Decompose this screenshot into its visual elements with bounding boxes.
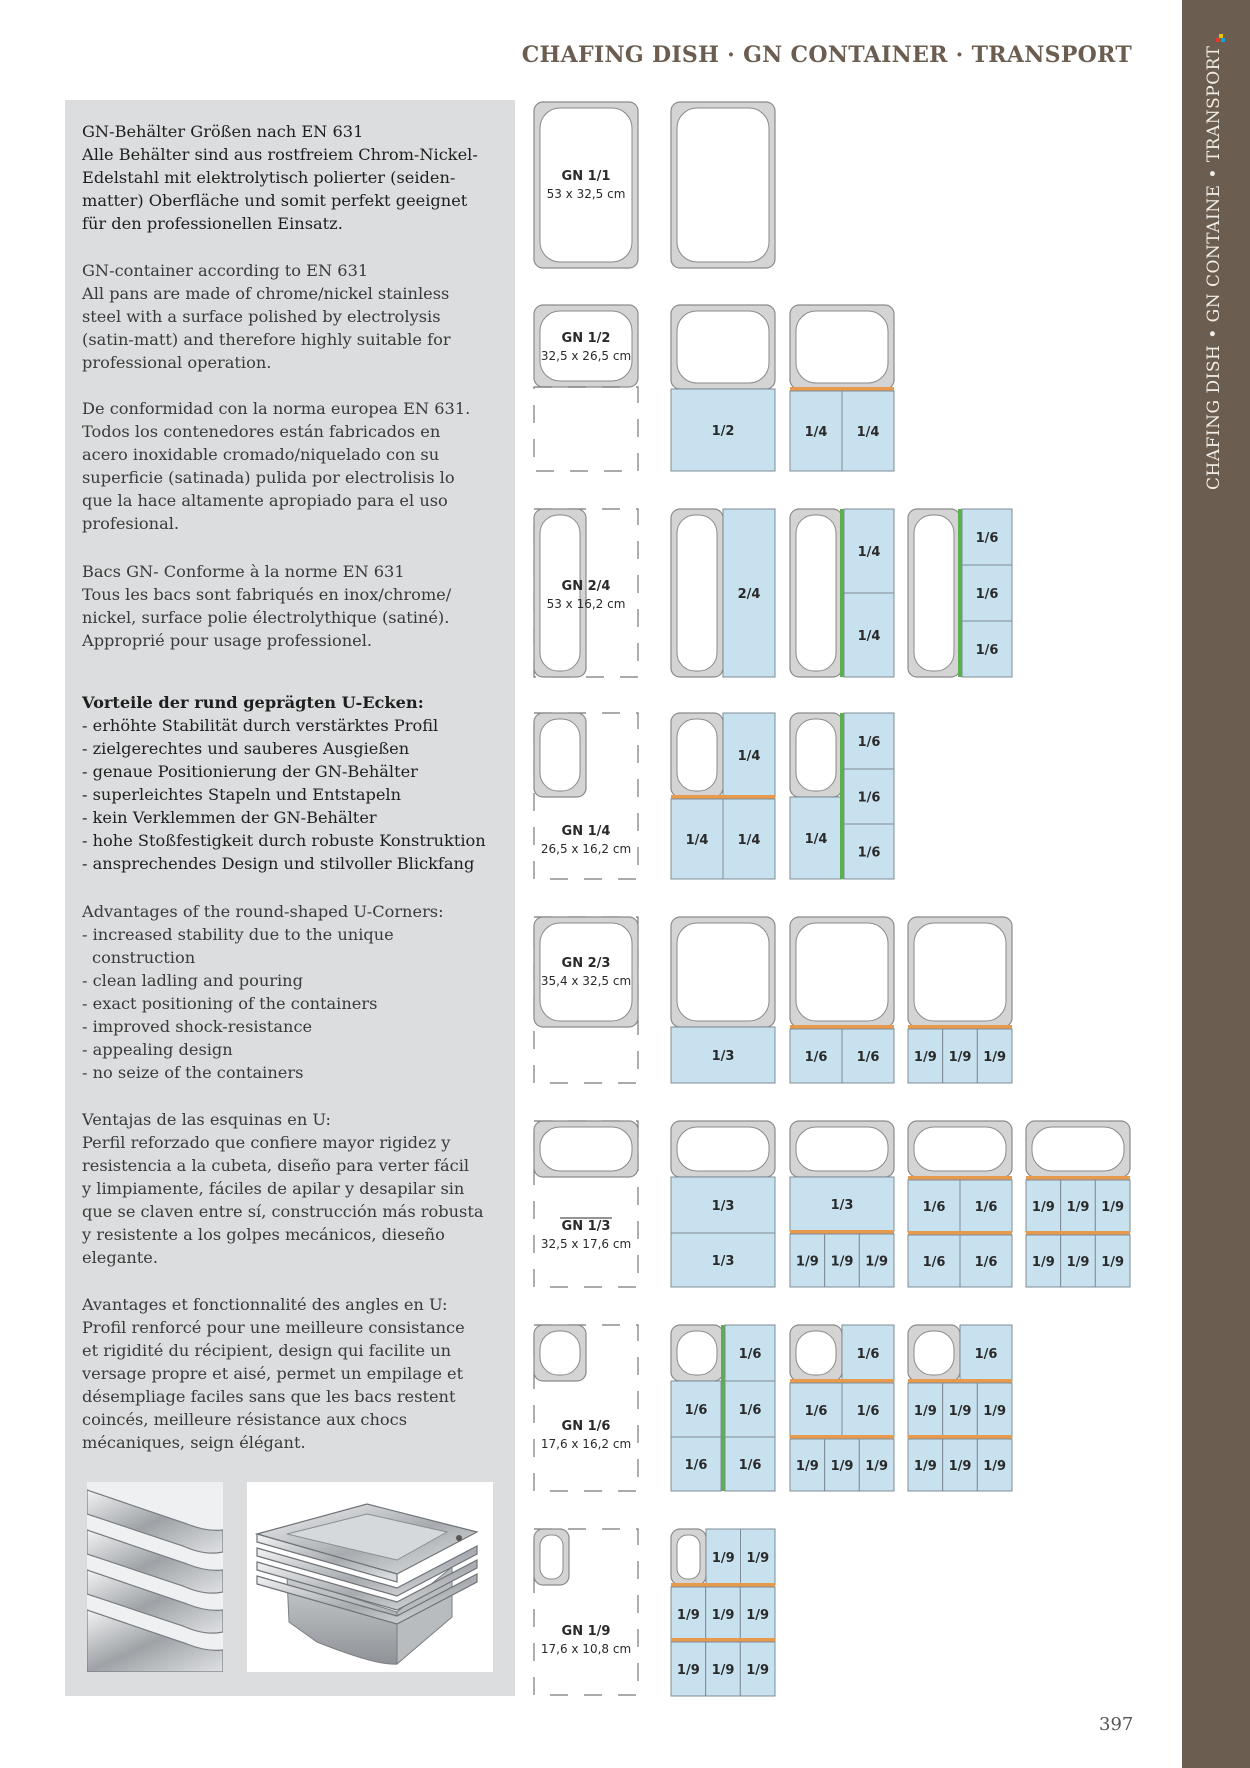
- gn-size-dims: 53 x 16,2 cm: [546, 597, 626, 611]
- page-number: 397: [1099, 1714, 1134, 1735]
- gn-cell-label: 1/9: [913, 1459, 937, 1474]
- paragraph-line: que la hace altamente apropiado para el uso: [82, 491, 448, 510]
- gn-cell-label: 1/6: [804, 1050, 828, 1065]
- orange-divider: [908, 1176, 1012, 1180]
- pan-inner: [540, 923, 632, 1021]
- paragraph-line: versage propre et aisé, permet un empilage et: [82, 1364, 464, 1383]
- gn-cell-label: 1/6: [684, 1403, 708, 1418]
- paragraph-line: profesional.: [82, 514, 180, 533]
- gn-cell-label: 1/9: [676, 1663, 700, 1678]
- gn-cell-label: 1/4: [857, 629, 881, 644]
- orange-divider: [671, 1638, 775, 1642]
- paragraph-line: - exact positioning of the containers: [82, 994, 378, 1013]
- pan-inner: [677, 515, 717, 671]
- paragraph-heading: Avantages et fonctionnalité des angles en U:: [82, 1295, 448, 1314]
- gn-cell-label: 1/3: [711, 1199, 735, 1214]
- pan-inner: [540, 719, 580, 791]
- paragraph-heading: Bacs GN- Conforme à la norme EN 631: [82, 562, 405, 581]
- paragraph-heading: Ventajas de las esquinas en U:: [82, 1110, 331, 1129]
- gn-cell-label: 1/6: [922, 1255, 946, 1270]
- pan-inner: [796, 923, 888, 1021]
- gn-cell-label: 1/4: [804, 425, 828, 440]
- gn-cell-label: 1/6: [856, 1050, 880, 1065]
- paragraph-line: coincés, meilleure résistance aux chocs: [82, 1410, 408, 1429]
- gn-cell-label: 1/4: [804, 832, 828, 847]
- gn-cell-label: 1/9: [948, 1404, 972, 1419]
- paragraph-heading: Vorteile der rund geprägten U-Ecken:: [82, 693, 424, 712]
- paragraph-line: - no seize of the containers: [82, 1063, 304, 1082]
- pan-inner: [914, 1127, 1006, 1171]
- pan-inner: [677, 1127, 769, 1171]
- gn-cell-label: 1/9: [795, 1459, 819, 1474]
- gn-cell-label: 1/9: [676, 1608, 700, 1623]
- paragraph-line: Edelstahl mit elektrolytisch polierter (seiden-: [82, 168, 456, 187]
- gn-size-dims: 17,6 x 16,2 cm: [540, 1437, 632, 1451]
- orange-divider: [908, 1379, 1012, 1383]
- paragraph-line: resistencia a la cubeta, diseño para verter fácil: [82, 1156, 470, 1175]
- paragraph-line: y limpiamente, fáciles de apilar y desapilar sin: [82, 1179, 465, 1198]
- pan-inner: [914, 1331, 954, 1375]
- gn-cell-label: 1/9: [913, 1404, 937, 1419]
- gn-size-dims: 17,6 x 10,8 cm: [540, 1642, 632, 1656]
- paragraph-line: - increased stability due to the unique: [82, 925, 394, 944]
- paragraph-line: - erhöhte Stabilität durch verstärktes Profil: [82, 716, 439, 735]
- gn-cell-label: 1/9: [746, 1608, 770, 1623]
- gn-cell-label: 1/6: [857, 845, 881, 861]
- orange-divider: [790, 1379, 894, 1383]
- paragraph-line: All pans are made of chrome/nickel stainless: [82, 284, 450, 303]
- paragraph-heading: De conformidad con la norma europea EN 631.: [82, 399, 471, 418]
- gn-cell-label: 1/6: [738, 1403, 762, 1418]
- paragraph-line: Alle Behälter sind aus rostfreiem Chrom-Nickel-: [82, 145, 478, 164]
- gn-cell-label: 1/9: [913, 1050, 937, 1065]
- gn11-dashed-outline: [534, 387, 638, 471]
- gn-cell-label: 1/9: [830, 1254, 854, 1270]
- pan-inner: [540, 108, 632, 262]
- gn-size-name: GN 1/2: [561, 331, 611, 346]
- gn-size-name: GN 1/6: [561, 1419, 611, 1434]
- page-title: CHAFING DISH · GN CONTAINER · TRANSPORT: [521, 42, 1132, 68]
- pan-inner: [540, 1331, 580, 1375]
- gn-size-dims: 53 x 32,5 cm: [546, 187, 626, 201]
- paragraph-line: superficie (satinada) pulida por electrolisis lo: [82, 468, 455, 487]
- paragraph-line: - ansprechendes Design und stilvoller Blickfang: [82, 854, 475, 873]
- paragraph-line: steel with a surface polished by electrolysis: [82, 307, 441, 326]
- pan-inner: [677, 108, 769, 262]
- gn-cell-label: 1/9: [865, 1254, 889, 1270]
- gn-cell-label: 1/9: [795, 1254, 819, 1270]
- orange-divider: [671, 795, 775, 799]
- paragraph-line: que se claven entre sí, construcción más robusta: [82, 1202, 484, 1221]
- gn-cell-label: 1/9: [746, 1663, 770, 1678]
- gn-cell-label: 1/6: [804, 1404, 828, 1419]
- pan-inner: [796, 719, 836, 791]
- pan-inner: [677, 311, 769, 383]
- gn-size-dims: 26,5 x 16,2 cm: [540, 842, 632, 856]
- gn-cell-label: 1/4: [737, 749, 761, 764]
- orange-divider: [908, 1025, 1012, 1029]
- gn-cell-label: 1/4: [857, 545, 881, 560]
- pan-inner: [677, 923, 769, 1021]
- paragraph-line: Perfil reforzado que confiere mayor rigidez y: [82, 1133, 451, 1152]
- gn-cell-label: 1/6: [856, 1347, 880, 1362]
- gn-cell-label: 1/9: [830, 1459, 854, 1474]
- paragraph-line: - clean ladling and pouring: [82, 971, 303, 990]
- paragraph-line: (satin-matt) and therefore highly suitable for: [82, 330, 451, 349]
- paragraph-line: Tous les bacs sont fabriqués en inox/chrome/: [82, 585, 452, 604]
- green-divider: [721, 1325, 725, 1491]
- paragraph-line: - zielgerechtes und sauberes Ausgießen: [82, 739, 410, 758]
- gn-cell-label: 1/9: [1031, 1200, 1055, 1215]
- gn-cell-label: 1/6: [738, 1347, 762, 1362]
- paragraph-line: et rigidité du récipient, design qui facilite un: [82, 1341, 452, 1360]
- paragraph-line: - hohe Stoßfestigkeit durch robuste Konstruktion: [82, 831, 486, 850]
- gn-cell-label: 1/4: [685, 833, 709, 848]
- gn-size-name: GN 1/9: [561, 1624, 611, 1639]
- orange-divider: [1026, 1231, 1130, 1235]
- gn-cell-label: 1/9: [1031, 1255, 1055, 1270]
- gn-cell-label: 1/6: [684, 1458, 708, 1473]
- gn-cell-label: 1/9: [983, 1404, 1007, 1419]
- gn-cell-label: 1/6: [856, 1404, 880, 1419]
- gn-cell-label: 1/6: [974, 1347, 998, 1362]
- gn-cell-label: 1/6: [857, 790, 881, 806]
- pan-inner: [796, 1331, 836, 1375]
- paragraph-line: Profil renforcé pour une meilleure consistance: [82, 1318, 465, 1337]
- pan-inner: [1032, 1127, 1124, 1171]
- pan-inner: [796, 311, 888, 383]
- pan-inner: [677, 719, 717, 791]
- paragraph-line: - appealing design: [82, 1040, 233, 1059]
- gn-cell-label: 1/6: [975, 643, 999, 658]
- pan-inner: [540, 1535, 563, 1579]
- gn-cell-label: 1/6: [975, 531, 999, 546]
- paragraph-line: acero inoxidable cromado/niquelado con su: [82, 445, 440, 464]
- paragraph-line: y resistente a los golpes mecánicos, dieseño: [82, 1225, 445, 1244]
- gn-cell-label: 1/9: [1066, 1200, 1090, 1215]
- pan-inner: [914, 923, 1006, 1021]
- paragraph-line: - genaue Positionierung der GN-Behälter: [82, 762, 418, 781]
- gn-size-name: GN 2/3: [561, 956, 611, 971]
- gn-cell-label: 1/9: [711, 1608, 735, 1623]
- paragraph-line: professional operation.: [82, 353, 272, 372]
- gn-cell-label: 1/6: [974, 1200, 998, 1215]
- gn-cell-label: 1/6: [975, 587, 999, 602]
- gn-cell-label: 2/4: [737, 587, 761, 602]
- paragraph-line: matter) Oberfläche und somit perfekt geeignet: [82, 191, 468, 210]
- paragraph-line: nickel, surface polie électrolythique (satiné).: [82, 608, 450, 627]
- gn-cell-label: 1/3: [711, 1049, 735, 1064]
- gn-cell-label: 1/6: [974, 1255, 998, 1270]
- gn-cell-label: 1/6: [857, 735, 881, 750]
- gn-cell-label: 1/2: [711, 424, 735, 439]
- paragraph-line: mécaniques, seign élégant.: [82, 1433, 306, 1452]
- gn-cell-label: 1/9: [1066, 1255, 1090, 1270]
- orange-divider: [671, 1583, 775, 1587]
- gn-cell-label: 1/9: [948, 1459, 972, 1474]
- orange-divider: [908, 1435, 1012, 1439]
- gn-cell-label: 1/3: [711, 1254, 735, 1269]
- green-divider: [840, 713, 844, 879]
- gn-cell-label: 1/9: [1101, 1200, 1125, 1215]
- pan-inner: [796, 1127, 888, 1171]
- paragraph-line: für den professionellen Einsatz.: [82, 214, 343, 233]
- paragraph-line: désempliage faciles sans que les bacs restent: [82, 1387, 456, 1406]
- orange-divider: [790, 1230, 894, 1234]
- gn-size-name: GN 2/4: [561, 579, 611, 594]
- pan-inner: [914, 515, 954, 671]
- orange-divider: [790, 1435, 894, 1439]
- gn-cell-label: 1/4: [737, 833, 761, 848]
- paragraph-heading: GN-Behälter Größen nach EN 631: [82, 122, 364, 141]
- gn-size-name: GN 1/3: [561, 1219, 611, 1234]
- gn-size-name: GN 1/1: [561, 169, 611, 184]
- paragraph-line: - improved shock-resistance: [82, 1017, 313, 1036]
- gn-cell-label: 1/6: [922, 1200, 946, 1215]
- gn-cell-label: 1/9: [865, 1459, 889, 1474]
- gn-size-dims: 32,5 x 17,6 cm: [540, 1237, 632, 1251]
- gn-cell-label: 1/6: [738, 1458, 762, 1473]
- gn-cell-label: 1/9: [711, 1551, 735, 1566]
- gn-cell-label: 1/9: [711, 1663, 735, 1678]
- pan-inner: [540, 1127, 632, 1171]
- gn-size-dims: 35,4 x 32,5 cm: [540, 974, 632, 988]
- paragraph-line: - kein Verklemmen der GN-Behälter: [82, 808, 377, 827]
- orange-divider: [790, 1025, 894, 1029]
- pan-inner: [677, 1535, 700, 1579]
- sidebar-label: CHAFING DISH • GN CONTAINE • TRANSPORT: [1204, 45, 1224, 490]
- pan-inner: [540, 311, 632, 381]
- gn-cell-label: 1/4: [856, 425, 880, 440]
- gn-cell-label: 1/9: [746, 1551, 770, 1566]
- gn-size-dims: 32,5 x 26,5 cm: [540, 349, 632, 363]
- green-divider: [840, 509, 844, 677]
- pan-inner: [677, 1331, 717, 1375]
- gn-cell-label: 1/9: [948, 1050, 972, 1065]
- orange-divider: [790, 387, 894, 391]
- paragraph-line: Approprié pour usage professionel.: [82, 631, 373, 650]
- pan-inner: [796, 515, 836, 671]
- gn-cell-label: 1/9: [1101, 1255, 1125, 1270]
- paragraph-line: elegante.: [82, 1248, 159, 1267]
- paragraph-line: - superleichtes Stapeln und Entstapeln: [82, 785, 402, 804]
- orange-divider: [1026, 1176, 1130, 1180]
- gn-cell-label: 1/9: [983, 1459, 1007, 1474]
- paragraph-heading: GN-container according to EN 631: [82, 261, 369, 280]
- gn-cell-label: 1/9: [983, 1050, 1007, 1065]
- paragraph-line: Todos los contenedores están fabricados en: [82, 422, 441, 441]
- paragraph-line: construction: [92, 948, 196, 967]
- green-divider: [958, 509, 962, 677]
- gn-cell-label: 1/3: [830, 1198, 854, 1213]
- orange-divider: [908, 1231, 1012, 1235]
- gn-size-name: GN 1/4: [561, 824, 611, 839]
- paragraph-heading: Advantages of the round-shaped U-Corners:: [82, 902, 444, 921]
